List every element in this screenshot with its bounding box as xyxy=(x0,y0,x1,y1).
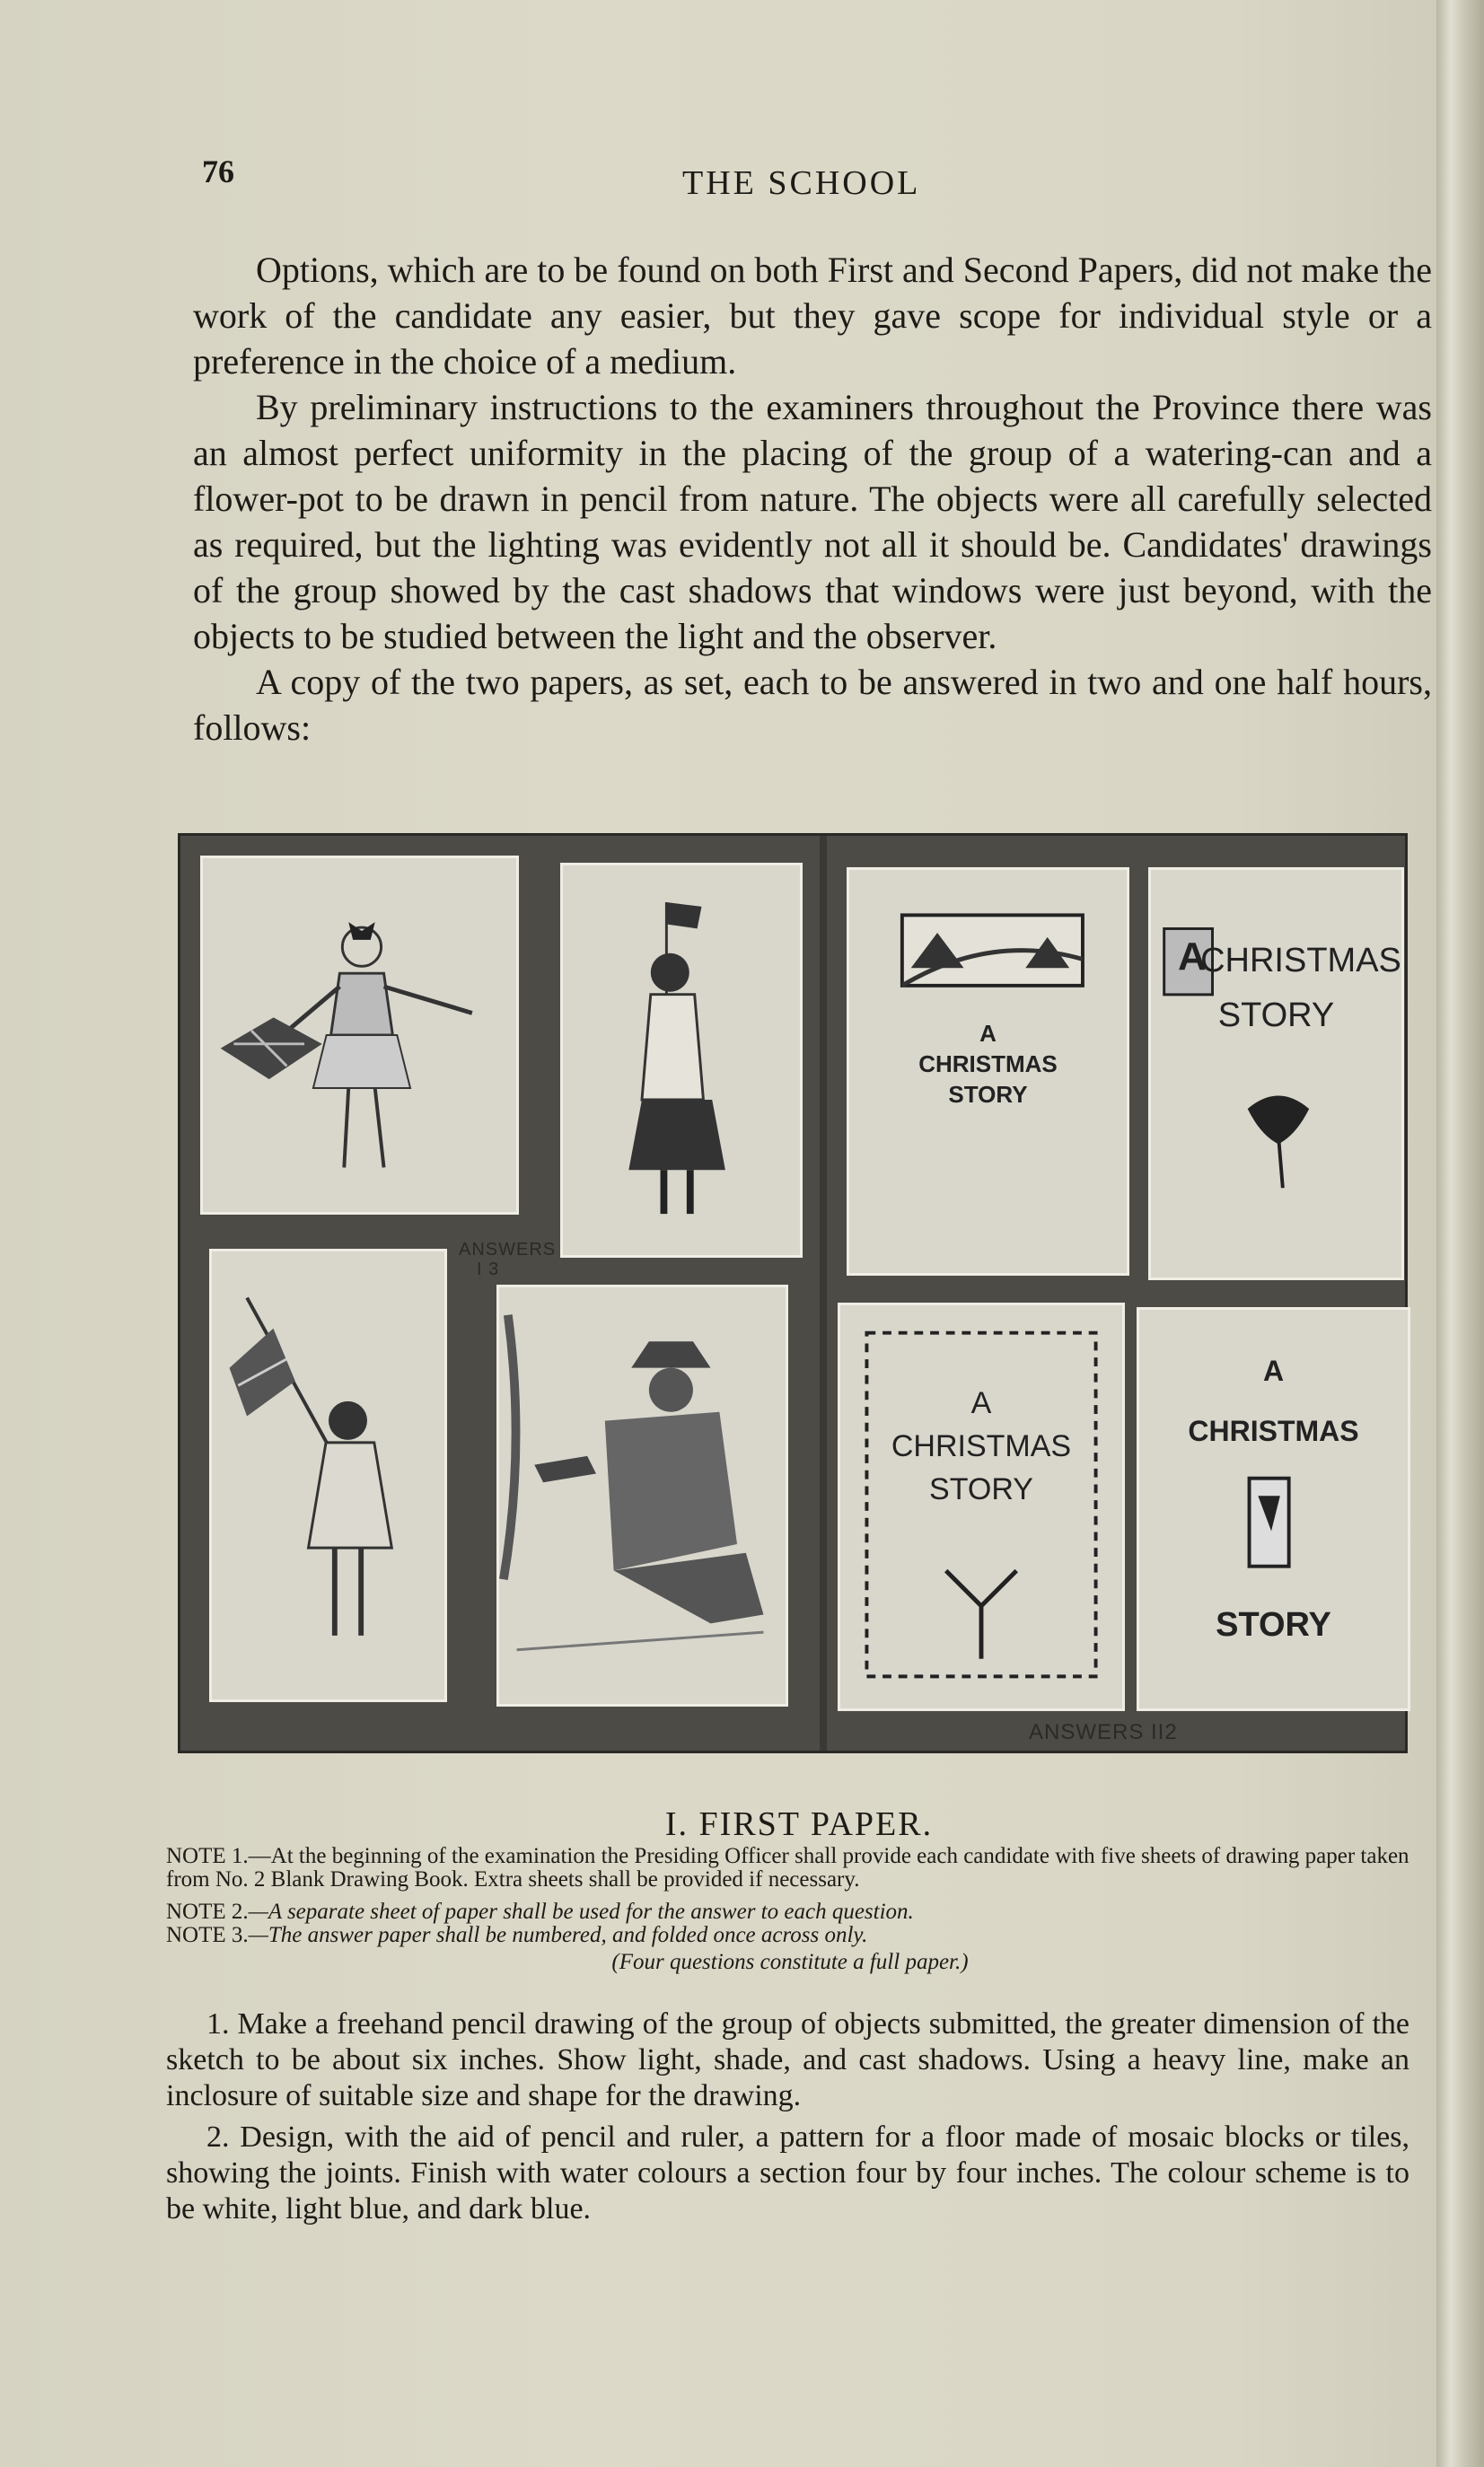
cover-design-2 xyxy=(1148,867,1404,1280)
boy-planting-tree-illustration xyxy=(499,1287,786,1704)
exam-questions xyxy=(166,2006,1409,2227)
page-number: 76 xyxy=(202,154,234,189)
plate-divider xyxy=(820,836,827,1751)
note-1 xyxy=(166,1845,1414,1892)
girl-with-flag-illustration xyxy=(203,858,516,1212)
note-3-text: —The answer paper shall be numbered, and folded once across only. xyxy=(248,1923,868,1947)
cover-design-3 xyxy=(838,1303,1125,1711)
cover-3-line: STORY xyxy=(929,1472,1033,1506)
book-gutter xyxy=(1436,0,1484,2467)
paper-caption: I. FIRST PAPER. xyxy=(664,1805,934,1843)
note-3 xyxy=(166,1924,1414,1947)
cover-4-line: STORY xyxy=(1216,1606,1331,1644)
cover-1-line: A xyxy=(979,1020,997,1047)
question-item: 2. Design, with the aid of pencil and ruler, a pattern for a floor made of mosaic blocks or tiles, showing the joints. Finish with water colours a section four by four inches. The colour scheme is to be white, light blue, and dark blue. xyxy=(166,2120,1409,2226)
cover-design-1 xyxy=(847,867,1129,1276)
note-2-text: —A separate sheet of paper shall be used for the answer to each question. xyxy=(248,1900,914,1924)
student-drawings-plate xyxy=(178,833,1408,1753)
cover-3-line: CHRISTMAS xyxy=(891,1429,1072,1463)
cover-4-line: CHRISTMAS xyxy=(1188,1415,1359,1447)
note-1-label: NOTE 1. xyxy=(166,1844,249,1868)
exam-notes xyxy=(166,1845,1414,1974)
cover-3-line: A xyxy=(970,1386,992,1420)
girl-in-coat-illustration xyxy=(563,865,800,1255)
intro-paragraph: Options, which are to be found on both First and Second Papers, did not make the work of the candidate any easier, but they gave scope for individual style or a preference in the choice of a medium. xyxy=(193,250,1432,382)
cover-design-4 xyxy=(1137,1307,1410,1711)
note-1-text: —At the beginning of the examination the Presiding Officer shall provide each candidate with five sheets of drawing paper taken from No. 2 Blank Drawing Book. Extra sheets shall be provided if necessary. xyxy=(166,1844,1409,1892)
drawing-girl-with-flag xyxy=(200,856,519,1215)
note-2 xyxy=(166,1901,1414,1924)
answers-label-left: ANSWERS xyxy=(459,1240,557,1260)
full-paper-note: (Four questions constitute a full paper.) xyxy=(611,1950,969,1974)
drawing-girl-in-coat xyxy=(560,863,803,1258)
cover-1-line: CHRISTMAS xyxy=(918,1050,1058,1077)
cover-2-initial: A xyxy=(1178,935,1207,979)
intro-paragraph: By preliminary instructions to the examiners throughout the Province there was an almost perfect uniformity in the placing of the group of a watering-can and a flower-pot to be drawn in pencil from nature. The objects were all carefully selected as required, but the lighting was evidently not all it should be. Candidates' drawings of the group showed by the cast shadows that windows were just beyond, with the objects to be studied between the light and the observer. xyxy=(193,387,1432,656)
holly-ornament-vignette xyxy=(1151,870,1401,1277)
note-3-label: NOTE 3. xyxy=(166,1923,249,1947)
page-header xyxy=(202,153,1432,206)
drawing-girl-waving-flag xyxy=(209,1249,447,1702)
question-item: 1. Make a freehand pencil drawing of the group of objects submitted, the greater dimension of the sketch to be about six inches. Show light, shade, and cast shadows. Using a heavy line, make an inclosure of suitable size and shape for the drawing. xyxy=(166,2007,1409,2112)
answers-label-right: ANSWERS II2 xyxy=(1029,1720,1178,1744)
intro-paragraph: A copy of the two papers, as set, each to be answered in two and one half hours, follows: xyxy=(193,662,1432,748)
cover-1-line: STORY xyxy=(948,1081,1028,1108)
girl-waving-flag-illustration xyxy=(212,1251,444,1699)
cover-2-line: STORY xyxy=(1217,996,1335,1034)
note-2-label: NOTE 2. xyxy=(166,1900,249,1924)
running-head: THE SCHOOL xyxy=(682,164,921,202)
drawing-boy-planting-tree xyxy=(496,1285,788,1707)
intro-text xyxy=(193,247,1432,751)
answers-number-left: I 3 xyxy=(477,1260,500,1279)
cover-4-line: A xyxy=(1262,1355,1285,1387)
cover-2-line: CHRISTMAS xyxy=(1200,942,1401,979)
